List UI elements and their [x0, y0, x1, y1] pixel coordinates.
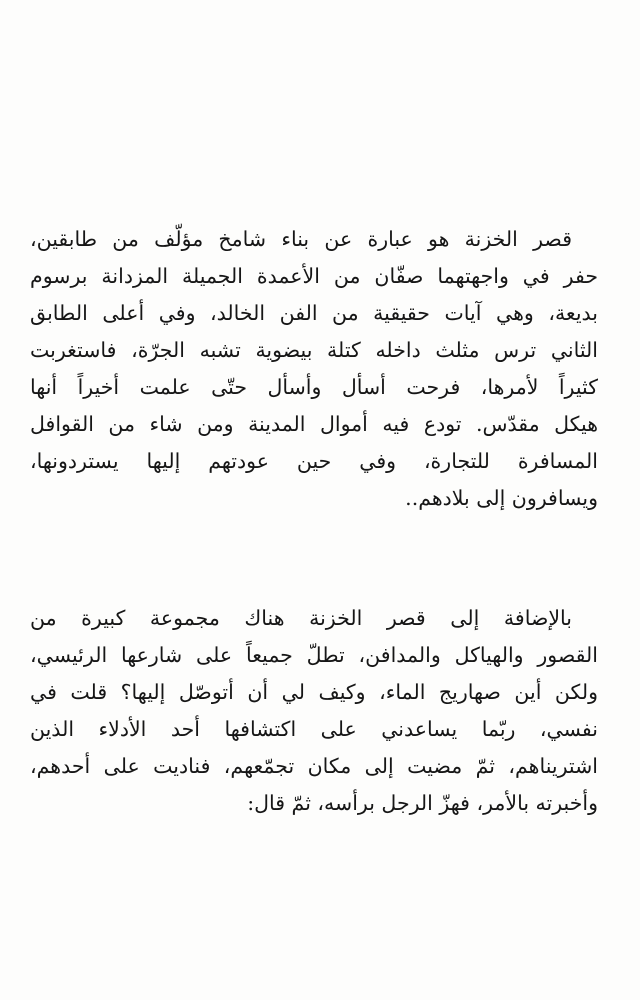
paragraph-2 — [30, 600, 598, 822]
paragraph-line: قصر الخزنة هو عبارة عن بناء شامخ مؤلّف من طابقين، — [30, 227, 572, 251]
paragraph-line: كثيراً لأمرها، فرحت أسأل وأسأل حتّى علمت أخيراً أنها — [30, 375, 598, 399]
paragraph-line: الثاني ترس مثلث داخله كتلة بيضوية تشبه الجرّة، فاستغربت — [30, 338, 598, 362]
paragraph-line: نفسي، ربّما يساعدني على اكتشافها أحد الأدلاء الذين — [30, 717, 598, 741]
paragraph-line: حفر في واجهتهما صفّان من الأعمدة الجميلة المزدانة برسوم — [30, 264, 598, 288]
paragraph-line: المسافرة للتجارة، وفي حين عودتهم إليها يستردونها، — [30, 449, 598, 473]
paragraph-line: اشتريناهم، ثمّ مضيت إلى مكان تجمّعهم، فناديت على أحدهم، — [30, 754, 598, 778]
paragraph-line: بالإضافة إلى قصر الخزنة هناك مجموعة كبيرة من — [30, 606, 572, 630]
paragraph-line: ويسافرون إلى بلادهم.. — [405, 486, 598, 510]
paragraph-line: ولكن أين صهاريج الماء، وكيف لي أن أتوصّل إليها؟ قلت في — [30, 680, 598, 704]
paragraph-1 — [30, 221, 598, 517]
paragraph-line: بديعة، وهي آيات حقيقية من الفن الخالد، وفي أعلى الطابق — [30, 301, 598, 325]
paragraph-line: القصور والهياكل والمدافن، تطلّ جميعاً على شارعها الرئيسي، — [30, 643, 598, 667]
paragraph-line: وأخبرته بالأمر، فهزّ الرجل برأسه، ثمّ قال: — [247, 791, 598, 815]
paragraph-line: هيكل مقدّس. تودع فيه أموال المدينة ومن شاء من القوافل — [30, 412, 598, 436]
